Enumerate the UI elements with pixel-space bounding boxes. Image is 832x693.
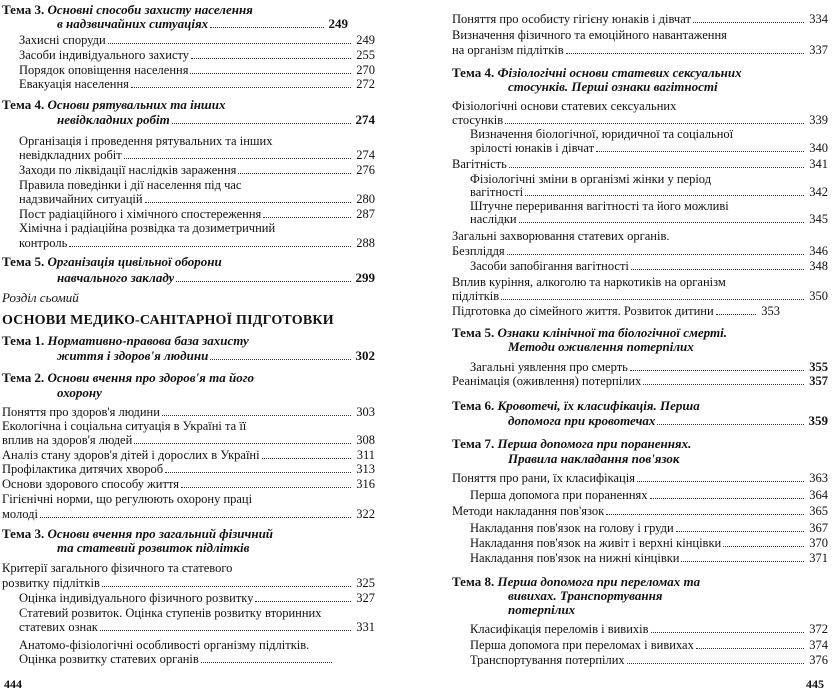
toc-entry[interactable]: Евакуація населення 272 [19, 77, 375, 91]
toc-entry-line: Фізіологічні зміни в організмі жінки у період [470, 172, 712, 186]
toc-entry[interactable]: вагітності 342 [470, 185, 828, 199]
toc-entry[interactable]: Накладання пов'язок на нижні кінцівки 371 [470, 551, 828, 565]
toc-entry-line: Організація і проведення рятувальних та інших [19, 134, 273, 148]
toc-entry[interactable]: Засоби запобігання вагітності 348 [470, 259, 828, 273]
topic-heading-line2: та статевий розвиток підлітків [57, 540, 250, 555]
toc-entry[interactable]: підлітків 350 [452, 289, 828, 303]
toc-entry[interactable]: Підготовка до сімейного життя. Розвиток дитини 353 [452, 304, 780, 318]
topic-heading-line2: охорону [57, 385, 102, 400]
topic-heading: Тема 1. Нормативно-правова база захисту [2, 333, 249, 348]
toc-entry[interactable]: Оцінка індивідуального фізичного розвитку 327 [19, 591, 375, 605]
toc-entry[interactable]: Оцінка розвитку статевих органів [19, 652, 334, 666]
toc-entry[interactable]: розвитку підлітків 325 [2, 576, 375, 590]
toc-entry[interactable]: Засоби індивідуального захисту 255 [19, 48, 375, 62]
part-title: ОСНОВИ МЕДИКО-САНІТАРНОЇ ПІДГОТОВКИ [2, 313, 334, 328]
toc-entry[interactable]: Профілактика дитячих хвороб 313 [2, 462, 375, 476]
toc-entry[interactable]: молоді 322 [2, 507, 375, 521]
toc-entry[interactable]: надзвичайних ситуацій 280 [19, 192, 375, 206]
toc-entry-line: Фізіологічні основи статевих сексуальних [452, 99, 677, 113]
page-number: 445 [806, 677, 824, 691]
topic-heading-line2: невідкладних робіт 274 [57, 112, 375, 127]
topic-heading: Тема 4. Основи рятувальних та інших [2, 97, 226, 112]
toc-entry[interactable]: Методи накладання пов'язок 365 [452, 504, 828, 518]
topic-heading: Тема 6. Кровотечі, їх класифікація. Перша [452, 398, 700, 413]
toc-entry-line: Загальні захворювання статевих органів. [452, 229, 670, 243]
topic-heading-line2: життя і здоров'я людини 302 [57, 348, 375, 363]
topic-heading: Тема 3. Основні способи захисту населення [2, 2, 253, 17]
toc-entry[interactable]: Поняття про рани, їх класифікація 363 [452, 471, 828, 485]
topic-heading: Тема 2. Основи вчення про здоров'я та його [2, 370, 255, 385]
toc-entry[interactable]: Захисні споруди 249 [19, 33, 375, 47]
topic-heading-line2: Правила накладання пов'язок [508, 451, 680, 466]
topic-heading-line2: в надзвичайних ситуаціях 249 [57, 16, 348, 31]
topic-heading-line3: потерпілих [508, 602, 576, 617]
toc-entry[interactable]: Загальні уявлення про смерть 355 [470, 360, 828, 374]
topic-heading-line2: стосунків. Перші ознаки вагітності [508, 79, 718, 94]
toc-entry[interactable]: Безпліддя 346 [452, 244, 828, 258]
toc-entry-line: Штучне переривання вагітності та його можливі [470, 199, 729, 213]
toc-entry[interactable]: Поняття про здоров'я людини 303 [2, 405, 375, 419]
toc-entry-line: Визначення фізичного та емоційного навантаження [452, 28, 727, 42]
toc-entry[interactable]: на організм підлітків 337 [452, 43, 828, 57]
toc-entry[interactable]: Вагітність 341 [452, 157, 828, 171]
section-label: Розділ сьомий [2, 290, 79, 305]
toc-entry[interactable]: Реанімація (оживлення) потерпілих 357 [452, 374, 828, 388]
toc-entry[interactable]: статевих ознак 331 [19, 620, 375, 634]
topic-heading: Тема 8. Перша допомога при переломах та [452, 574, 701, 589]
topic-heading-line2: вивихах. Транспортування [508, 588, 663, 603]
toc-entry-line: Анатомо-фізіологічні особливості організму підлітків. [19, 638, 310, 652]
toc-entry[interactable]: контроль 288 [19, 236, 375, 250]
toc-entry-line: Хімічна і радіаційна розвідка та дозиметричний [19, 221, 276, 235]
toc-entry[interactable]: Заходи по ліквідації наслідків зараження 276 [19, 163, 375, 177]
toc-entry[interactable]: зрілості юнаків і дівчат 340 [470, 141, 828, 155]
toc-entry[interactable]: наслідки 345 [470, 212, 828, 226]
toc-entry[interactable]: Транспортування потерпілих 376 [470, 653, 828, 667]
toc-entry-line: Критерії загального фізичного та статевого [2, 561, 233, 575]
toc-entry[interactable]: Класифікація переломів і вивихів 372 [470, 622, 828, 636]
toc-entry[interactable]: Аналіз стану здоров'я дітей і дорослих в Україні 311 [2, 448, 375, 462]
toc-entry[interactable]: Накладання пов'язок на живіт і верхні кінцівки 370 [470, 536, 828, 550]
toc-entry[interactable]: Основи здорового способу життя 316 [2, 477, 375, 491]
toc-entry[interactable]: Перша допомога при пораненнях 364 [470, 488, 828, 502]
toc-entry-line: Правила поведінки і дії населення під час [19, 178, 242, 192]
topic-heading-line2: Методи оживлення потерпілих [508, 339, 694, 354]
topic-heading-line2: допомога при кровотечах 359 [508, 413, 828, 428]
toc-entry-line: Вплив куріння, алкоголю та наркотиків на організм [452, 275, 726, 289]
topic-heading-line2: навчального закладу 299 [57, 270, 375, 285]
topic-heading: Тема 7. Перша допомога при пораненнях. [452, 436, 692, 451]
toc-entry-line: Гігієнічні норми, що регулюють охорону праці [2, 492, 253, 506]
topic-heading: Тема 5. Ознаки клінічної та біологічної смерті. [452, 325, 727, 340]
toc-entry[interactable]: Накладання пов'язок на голову і груди 367 [470, 521, 828, 535]
toc-entry[interactable]: Пост радіаційного і хімічного спостереження 287 [19, 207, 375, 221]
toc-entry[interactable]: Перша допомога при переломах і вивихах 374 [470, 638, 828, 652]
topic-heading: Тема 3. Основи вчення про загальний фізичний [2, 526, 274, 541]
toc-entry[interactable]: стосунків 339 [452, 113, 828, 127]
topic-heading: Тема 4. Фізіологічні основи статевих сексуальних [452, 65, 742, 80]
toc-entry[interactable]: невідкладних робіт 274 [19, 148, 375, 162]
toc-entry-line: Статевий розвиток. Оцінка ступенів розвитку вторинних [19, 606, 322, 620]
toc-entry-line: Визначення біологічної, юридичної та соціальної [470, 127, 734, 141]
toc-entry[interactable]: Порядок оповіщення населення 270 [19, 63, 375, 77]
toc-entry[interactable]: Поняття про особисту гігієну юнаків і дівчат 334 [452, 12, 828, 26]
toc-entry-line: Екологічна і соціальна ситуація в Україні та її [2, 419, 247, 433]
page-number: 444 [4, 677, 22, 691]
topic-heading: Тема 5. Організація цивільної оборони [2, 254, 222, 269]
toc-entry[interactable]: вплив на здоров'я людей 308 [2, 433, 375, 447]
